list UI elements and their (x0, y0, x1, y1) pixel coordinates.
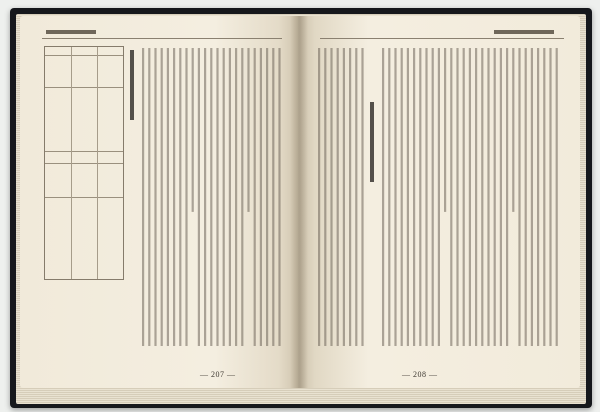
left-page-number: — 207 — (200, 370, 236, 379)
text-line (229, 48, 231, 346)
text-line (525, 48, 527, 346)
text-line (438, 48, 440, 346)
text-line (223, 48, 225, 346)
text-line (272, 48, 274, 346)
text-line (324, 48, 326, 346)
text-line (198, 48, 200, 346)
text-line (260, 48, 262, 346)
text-line (343, 48, 345, 346)
text-line (167, 48, 169, 346)
text-line (444, 48, 446, 212)
text-line (518, 48, 520, 346)
text-line (543, 48, 545, 346)
text-line (179, 48, 181, 346)
book-gutter (290, 16, 308, 388)
text-line (154, 48, 156, 346)
text-line (210, 48, 212, 346)
text-line (481, 48, 483, 346)
text-line (142, 48, 144, 346)
text-line (469, 48, 471, 346)
right-body-text (298, 16, 580, 388)
text-line (355, 48, 357, 346)
text-line (413, 48, 415, 346)
text-line (216, 48, 218, 346)
text-line (407, 48, 409, 346)
text-line (361, 48, 363, 346)
text-line (235, 48, 237, 346)
text-line (241, 48, 243, 346)
text-line (537, 48, 539, 346)
text-line (401, 48, 403, 346)
text-line (425, 48, 427, 346)
right-page (298, 16, 580, 388)
text-line (456, 48, 458, 346)
text-line (500, 48, 502, 346)
text-line (450, 48, 452, 346)
left-body-text (20, 16, 298, 388)
text-line (349, 48, 351, 346)
text-line (254, 48, 256, 346)
text-line (148, 48, 150, 346)
text-line (494, 48, 496, 346)
text-line (531, 48, 533, 346)
text-line (382, 48, 384, 346)
text-line (506, 48, 508, 346)
text-line (512, 48, 514, 212)
text-line (161, 48, 163, 346)
text-line (475, 48, 477, 346)
text-line (556, 48, 558, 346)
text-line (487, 48, 489, 346)
text-line (204, 48, 206, 346)
text-line (278, 48, 280, 346)
text-line (463, 48, 465, 346)
text-line (266, 48, 268, 346)
left-page (20, 16, 298, 388)
text-line (549, 48, 551, 346)
text-line (432, 48, 434, 346)
text-line (173, 48, 175, 346)
text-line (192, 48, 194, 212)
text-line (185, 48, 187, 346)
right-page-number: — 208 — (402, 370, 438, 379)
text-line (337, 48, 339, 346)
text-line (330, 48, 332, 346)
text-line (388, 48, 390, 346)
text-line (247, 48, 249, 212)
text-line (318, 48, 320, 346)
text-line (394, 48, 396, 346)
text-line (419, 48, 421, 346)
